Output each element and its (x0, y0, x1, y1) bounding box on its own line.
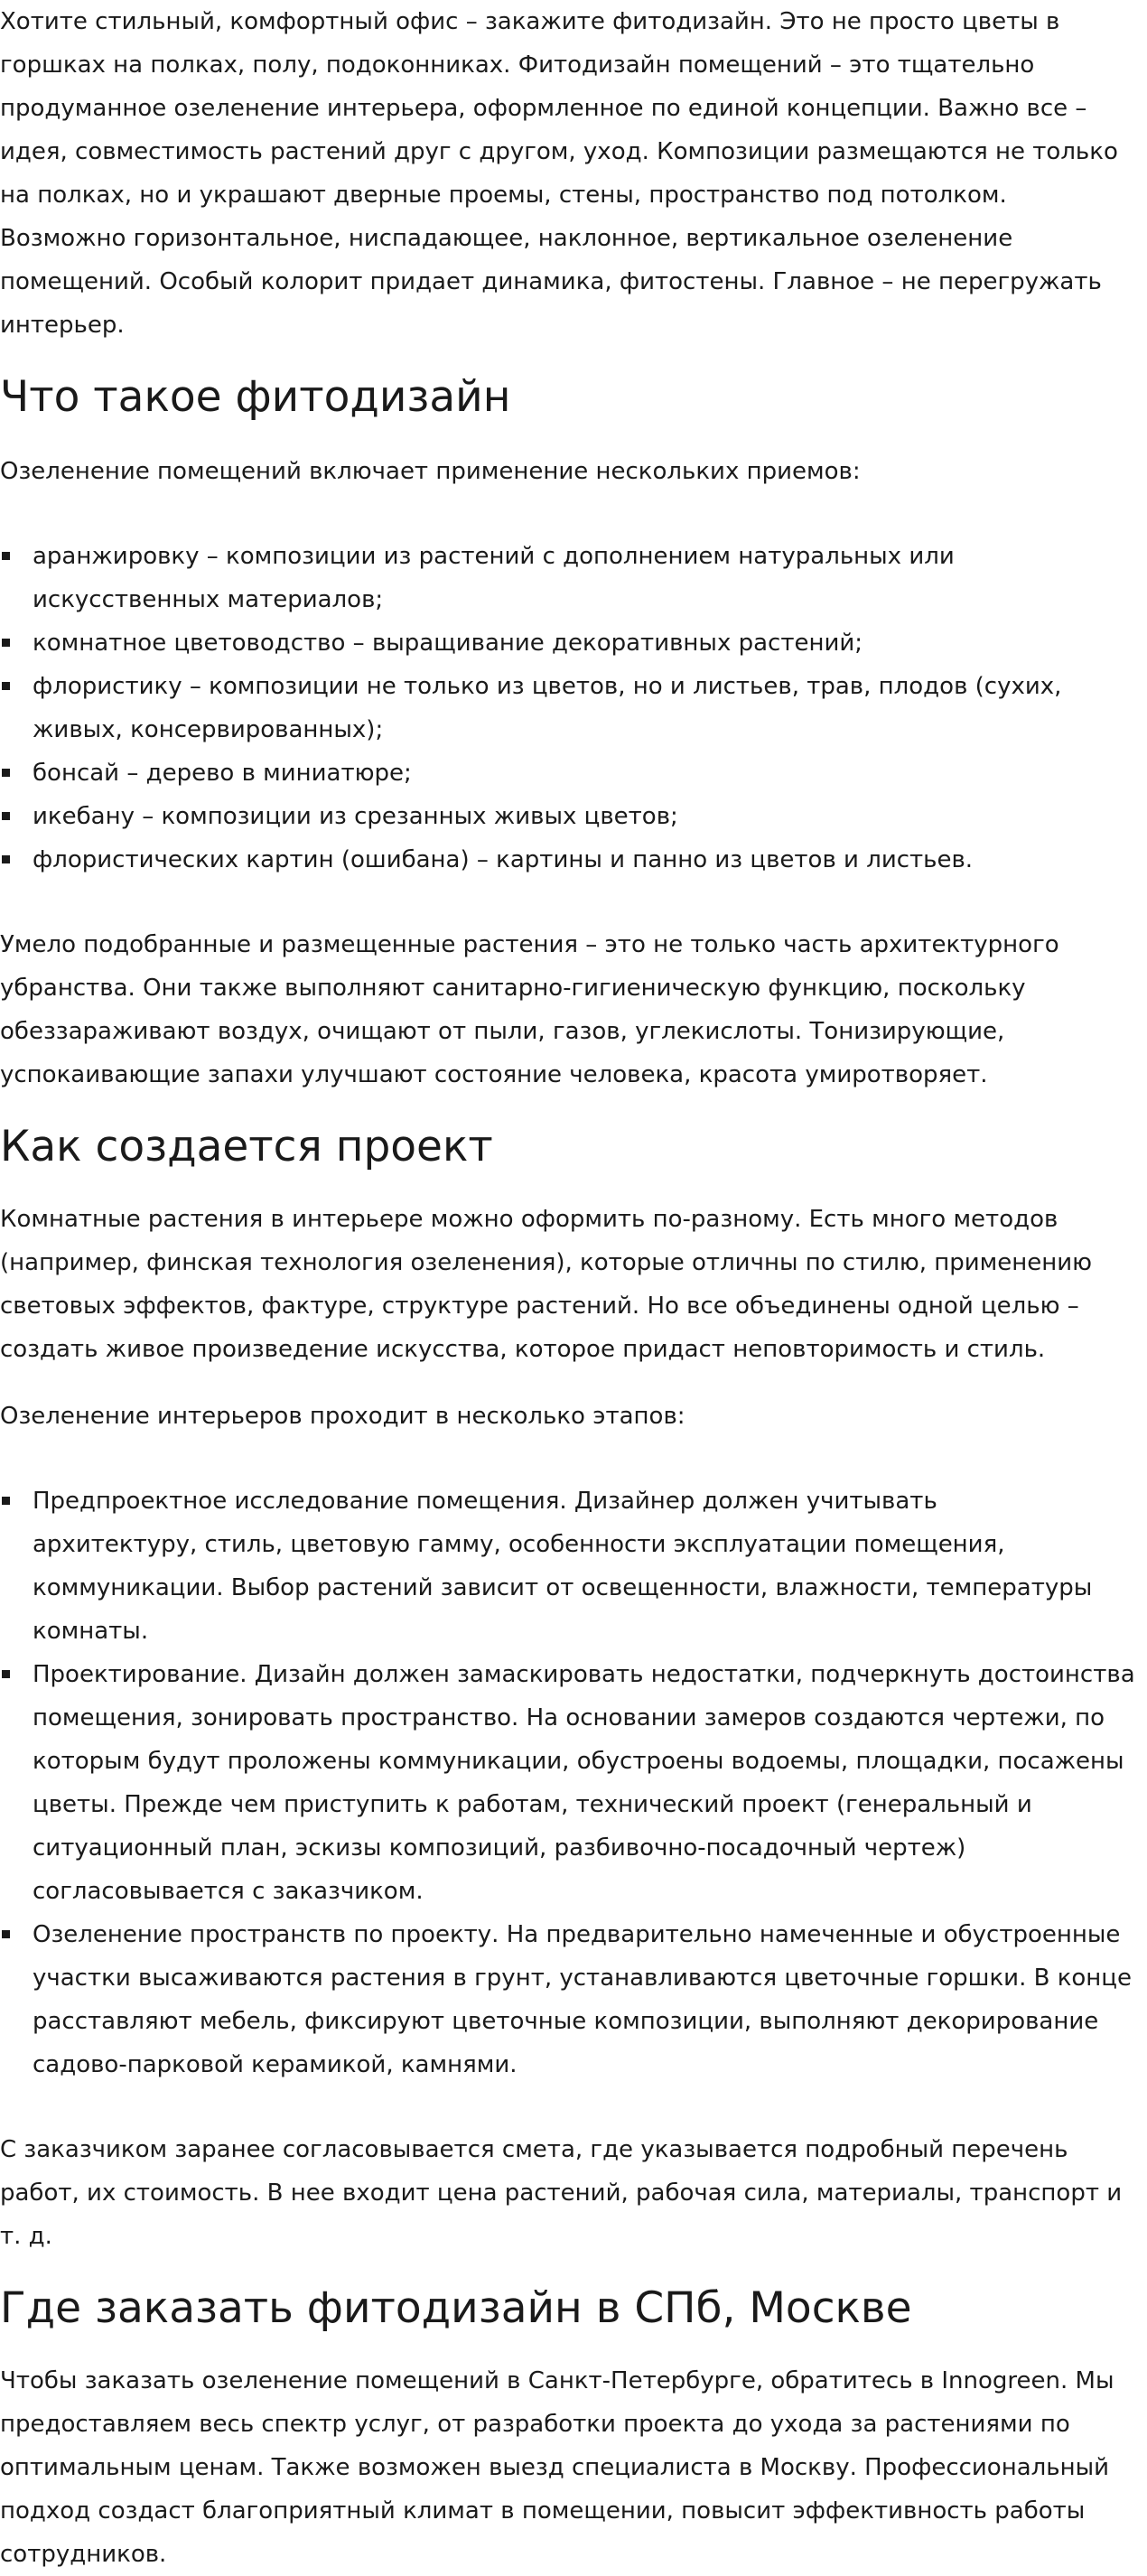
bullet-icon (2, 1670, 10, 1678)
list-item-text: Проектирование. Дизайн должен замаскировать недостатки, подчеркнуть достоинства помещения, зонировать пространство. На основании замеров создаются чертежи, по которым будут проложены коммуникации, обустроены водоемы, площадки, посажены цветы. Прежде чем приступить к работам, технический проект (генеральный и ситуационный план, эскизы композиций, разбивочно-посадочный чертеж) согласовывается с заказчиком. (33, 1661, 1135, 1905)
section2-paragraph: Комнатные растения в интерьере можно оформить по-разному. Есть много методов (например, финская технология озеленения), которые отличны по стилю, применению световых эффектов, фактуре, структуре растений. Но все объединены одной целью – создать живое произведение искусства, которое придаст неповторимость и стиль. (0, 1206, 1093, 1363)
list-item (0, 795, 1111, 838)
section3-paragraph: Чтобы заказать озеленение помещений в Санкт-Петербурге, обратитесь в Innogreen. Мы предоставляем весь спектр услуг, от разработки проекта до ухода за растениями по оптимальным ценам. Также возможен выезд специалиста в Москву. Профессиональный подход создаст благоприятный климат в помещении, повысит эффективность работы сотрудников. (0, 2367, 1114, 2568)
bullet-icon (2, 682, 10, 690)
list-item (0, 665, 1125, 751)
list-item-text: Предпроектное исследование помещения. Дизайнер должен учитывать архитектуру, стиль, цветовую гамму, особенности эксплуатации помещения, коммуникации. Выбор растений зависит от освещенности, влажности, температуры комнаты. (33, 1488, 1093, 1645)
list-item (0, 1653, 1140, 1913)
stages-list (0, 1479, 1140, 2086)
section1-lead: Озеленение помещений включает применение нескольких приемов: (0, 458, 861, 485)
bullet-icon (2, 552, 10, 560)
heading-where-to-order: Где заказать фитодизайн в СПб, Москве (0, 2283, 912, 2333)
list-item (0, 1913, 1140, 2086)
list-item-text: бонсай – дерево в миниатюре; (33, 760, 412, 787)
bullet-icon (2, 769, 10, 777)
list-item-text: икебану – композиции из срезанных живых цветов; (33, 803, 678, 830)
bullet-icon (2, 1930, 10, 1938)
bullet-icon (2, 1497, 10, 1505)
list-item-text: Озеленение пространств по проекту. На предварительно намеченные и обустроенные участки высаживаются растения в грунт, устанавливаются цветочные горшки. В конце расставляют мебель, фиксируют цветочные композиции, выполняют декорирование садово-парковой керамикой, камнями. (33, 1921, 1132, 2078)
list-item (0, 621, 1111, 665)
list-item (0, 751, 1111, 795)
intro-paragraph: Хотите стильный, комфортный офис – закажите фитодизайн. Это не просто цветы в горшках на полках, полу, подоконниках. Фитодизайн помещений – это тщательно продуманное озеленение интерьера, оформленное по единой концепции. Важно все – идея, совместимость растений друг с другом, уход. Композиции размещаются не только на полках, но и украшают дверные проемы, стены, пространство под потолком. Возможно горизонтальное, ниспадающее, наклонное, вертикальное озеленение помещений. Особый колорит придает динамика, фитостены. Главное – не перегружать интерьер. (0, 8, 1118, 339)
list-item-text: аранжировку – композиции из растений с дополнением натуральных или искусственных материалов; (33, 543, 955, 613)
list-item-text: комнатное цветоводство – выращивание декоративных растений; (33, 630, 863, 657)
techniques-list (0, 535, 1111, 882)
list-item-text: флористику – композиции не только из цветов, но и листьев, трав, плодов (сухих, живых, консервированных); (33, 673, 1062, 743)
bullet-icon (2, 639, 10, 647)
list-item (0, 535, 1111, 621)
section1-after-paragraph: Умело подобранные и размещенные растения – это не только часть архитектурного убранства. Они также выполняют санитарно-гигиеническую функцию, поскольку обеззараживают воздух, очищают от пыли, газов, углекислоты. Тонизирующие, успокаивающие запахи улучшают состояние человека, красота умиротворяет. (0, 931, 1059, 1088)
list-item (0, 1479, 1107, 1653)
section2-lead: Озеленение интерьеров проходит в несколько этапов: (0, 1403, 685, 1430)
heading-how-project-is-made: Как создается проект (0, 1122, 493, 1171)
heading-what-is-phytodesign: Что такое фитодизайн (0, 372, 511, 422)
bullet-icon (2, 855, 10, 863)
section2-after-paragraph: С заказчиком заранее согласовывается смета, где указывается подробный перечень работ, их стоимость. В нее входит цена растений, рабочая сила, материалы, транспорт и т. д. (0, 2136, 1123, 2250)
list-item (0, 838, 1111, 882)
list-item-text: флористических картин (ошибана) – картины и панно из цветов и листьев. (33, 846, 974, 873)
bullet-icon (2, 812, 10, 820)
